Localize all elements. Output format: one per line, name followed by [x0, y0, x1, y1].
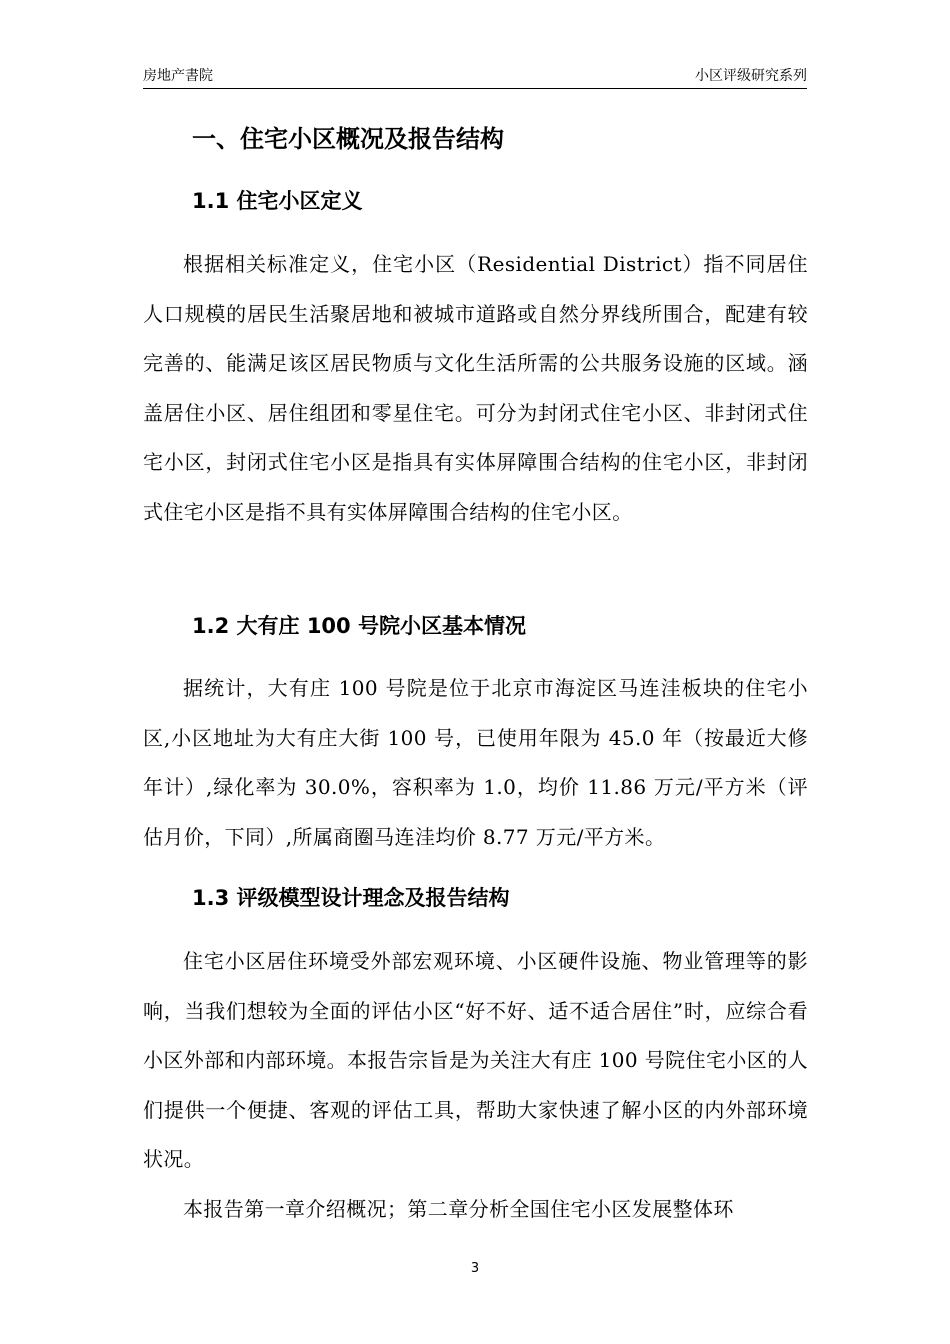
paragraph-definition: 根据相关标准定义，住宅小区（Residential District）指不同居住人口规模的居民生活聚居地和被城市道路或自然分界线所围合，配建有较完善的、能满足该区居民物质与文化生活所需的公共服务设施的区域。涵盖居住小区、居住组团和零星住宅。可分为封闭式住宅小区、非封闭式住宅小区，封闭式住宅小区是指具有实体屏障围合结构的住宅小区，非封闭式住宅小区是指不具有实体屏障围合结构的住宅小区。 [143, 252, 808, 524]
paragraph-report-structure: 本报告第一章介绍概况；第二章分析全国住宅小区发展整体环 [183, 1197, 734, 1221]
paragraph-basic-info: 据统计，大有庄 100 号院是位于北京市海淀区马连洼板块的住宅小区,小区地址为大有庄大街 100 号，已使用年限为 45.0 年（按最近大修年计）,绿化率为 30.0%，容积率为 1.0，均价 11.86 万元/平方米（评估月价，下同）,所属商圈马连洼均价 8.77 万元/平方米。 [143, 676, 808, 849]
section-heading-1-2: 1.2 大有庄 100 号院小区基本情况 [192, 614, 526, 638]
section-heading-1-3: 1.3 评级模型设计理念及报告结构 [192, 886, 510, 910]
paragraph-model-design: 住宅小区居住环境受外部宏观环境、小区硬件设施、物业管理等的影响，当我们想较为全面的评估小区“好不好、适不适合居住”时，应综合看小区外部和内部环境。本报告宗旨是为关注大有庄 100 号院住宅小区的人们提供一个便捷、客观的评估工具，帮助大家快速了解小区的内外部环境状况。 [143, 949, 808, 1171]
header-series-title: 小区评级研究系列 [695, 68, 807, 84]
header-publisher: 房地产書院 [143, 68, 213, 84]
page-header [143, 66, 807, 89]
section-heading-1-1: 1.1 住宅小区定义 [192, 189, 363, 213]
page-number: 3 [470, 1261, 480, 1276]
chapter-title: 一、住宅小区概况及报告结构 [192, 125, 504, 153]
